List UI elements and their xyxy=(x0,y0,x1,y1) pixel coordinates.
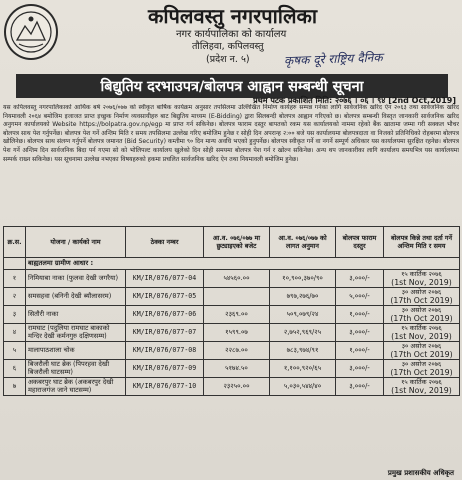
table-row xyxy=(4,324,460,342)
office-location: तौलिहवा, कपिलवस्तु xyxy=(192,41,264,52)
row-contract-no: KM/IR/076/077-05 xyxy=(126,288,204,306)
row-contract-no: KM/IR/076/077-10 xyxy=(126,378,204,396)
deadline-nepali: १५ कार्तिक २०७६ xyxy=(401,324,442,332)
row-sn: ७ xyxy=(4,378,26,396)
deadline-nepali: ३० असोज २०७६ xyxy=(401,306,442,314)
row-deadline xyxy=(384,306,460,324)
row-budget: १५९९.०७ xyxy=(204,324,270,342)
header-budget: आ.व. ०७६/०७७ मा छुट्याइएको बजेट xyxy=(204,227,270,258)
table-row xyxy=(4,342,460,360)
row-cost-estimate: २,७५२,९६९/२५ xyxy=(270,324,336,342)
table-row xyxy=(4,378,460,396)
header-sn: क्र.स. xyxy=(4,227,26,258)
row-project-name: अकबरपुर घाट ब्रेक (अकबरपुर देखी महाराजगंज जाने घाटसम्म) xyxy=(26,378,126,396)
row-contract-no: KM/IR/076/077-04 xyxy=(126,270,204,288)
row-sn: १ xyxy=(4,270,26,288)
deadline-english: (1st Nov, 2019) xyxy=(391,277,452,287)
table-row xyxy=(4,306,460,324)
row-sn: २ xyxy=(4,288,26,306)
row-contract-no: KM/IR/076/077-07 xyxy=(126,324,204,342)
row-project-name: मालापाठशाला चोक xyxy=(26,342,126,360)
header-contract-no: ठेक्का नम्बर xyxy=(126,227,204,258)
nepal-emblem-logo xyxy=(4,4,58,60)
deadline-english: (17th Oct 2019) xyxy=(390,349,453,359)
signature-label: प्रमुख प्रशासकीय अधिकृत xyxy=(387,469,454,477)
row-sn: ६ xyxy=(4,360,26,378)
row-deadline xyxy=(384,288,460,306)
header-deadline: बोलपत्र किन्ने तथा दर्ता गर्ने अन्तिम मिति र समय xyxy=(384,227,460,258)
deadline-english: (17th Oct 2019) xyxy=(390,313,453,323)
row-cost-estimate: १०,९००,३७०/९० xyxy=(270,270,336,288)
row-budget: २२८७.०० xyxy=(204,342,270,360)
row-project-name: रामघाट (पदुलिया रामघाट बाकाको मन्दिर देखी कर्मनगुरु दक्षिणसम्म) xyxy=(26,324,126,342)
deadline-nepali: ३० असोज २०७६ xyxy=(401,342,442,350)
deadline-nepali: १५ कार्तिक २०७६ xyxy=(401,270,442,278)
deadline-english: (17th Oct 2019) xyxy=(390,295,453,305)
table-row xyxy=(4,270,460,288)
table-header-row xyxy=(4,227,460,258)
row-deadline xyxy=(384,360,460,378)
table-row xyxy=(4,360,460,378)
row-form-fee: ३,०००/- xyxy=(336,270,384,288)
row-cost-estimate: ७९७,२७६/७० xyxy=(270,288,336,306)
tender-table xyxy=(3,226,460,396)
row-deadline xyxy=(384,270,460,288)
deadline-english: (1st Nov, 2019) xyxy=(391,331,452,341)
emblem-icon xyxy=(9,10,53,54)
row-form-fee: ३,०००/- xyxy=(336,360,384,378)
row-form-fee: ३,०००/- xyxy=(336,378,384,396)
row-budget: २३२५०.०० xyxy=(204,378,270,396)
row-sn: ५ xyxy=(4,342,26,360)
row-project-name: निमियाबा नाका (फुलवा देखी जगरैया) xyxy=(26,270,126,288)
row-contract-no: KM/IR/076/077-09 xyxy=(126,360,204,378)
row-sn: ३ xyxy=(4,306,26,324)
notice-body: यस कपिलवस्तु नगरपालिकाको आर्थिक बर्ष २०७६/०७७ को स्वीकृत बार्षिक कार्यक्रम अनुसार तपसिलमा उल्लिखित निर्माण कार्यहरु सम्पन्न गर्नका लागि सार्वजनिक खरिद ऐन २०६३ तथा सार्वजनिक खरिद नियमावली २०६४ बमोजिम इजाजत प्राप्त इच्छुक निर्माण व्यवसायीहरु बाट बिद्युतिय माध्यम (E-Bidding) द्वारा सिलबन्दी बोलपत्र आह्वान गरिएको छ। बोलपत्र सम्बन्धी विस्तृत जानकारी सार्वजनिक खरिद अनुगमन कार्यालयको Website https://bolpatra.gov.np/egp मा प्राप्त गर्न सकिनेछ। बोलपत्र फाराम दस्तुर बापतको रकम यस कार्यालयको नाममा रहेको बैंक खातामा जम्मा गरी सक्कल भौचर बोलपत्र साथ पेश गर्नुपर्नेछ। बोलपत्र पेश गर्ने अन्तिम मिति र समय तपसिलमा उल्लेख गरिए बमोजिम हुनेछ र सोही दिन अपरान्ह २:०० बजे यस कार्यालयमा बोलपत्रदाता वा निजको प्रतिनिधिको रोहबरमा बोलपत्र खोलिनेछ। बोलपत्र साथ संलग्न गर्नुपर्ने बोलपत्र जमानत (Bid Security) कम्तीमा ९० दिन मान्य अवधि भएको हुनुपर्नेछ। बोलपत्र स्वीकृत गर्ने वा नगर्ने सम्पूर्ण अधिकार यस कार्यालयमा सुरक्षित रहनेछ। बोलपत्र पेश गर्ने अन्तिम दिन सार्वजनिक बिदा पर्न गएमा सो को भोलिपल्ट कार्यालय खुलेको दिन सोही समयमा बोलपत्र पेश गर्न र खोल्न सकिनेछ। अन्य थप जानकारीका लागि कार्यालय समयभित्र यस कार्यालयमा सम्पर्क राख्न सकिनेछ। यस सूचनामा उल्लेख नभएका विषयहरुको हकमा प्रचलित सार्वजनिक खरिद ऐन तथा नियमावली बमोजिम हुनेछ। xyxy=(3,104,459,163)
row-deadline xyxy=(384,378,460,396)
row-budget xyxy=(204,288,270,306)
row-form-fee: ३,०००/- xyxy=(336,324,384,342)
section-row xyxy=(4,258,460,270)
deadline-nepali: ३० असोज २०७६ xyxy=(401,288,442,296)
deadline-nepali: १५ कार्तिक २०७६ xyxy=(401,378,442,386)
office-name: कपिलवस्तु नगरपालिका xyxy=(148,4,318,28)
row-deadline xyxy=(384,324,460,342)
section-label: बाह्यतलमा ग्रामीण आधार : xyxy=(26,258,460,270)
row-cost-estimate: १,१००,९२०/६५ xyxy=(270,360,336,378)
deadline-english: (17th Oct 2019) xyxy=(390,367,453,377)
row-cost-estimate: ५०९,०७९/२४ xyxy=(270,306,336,324)
header-project-name: योजना / कार्यको नाम xyxy=(26,227,126,258)
row-project-name: सितौरी नाका xyxy=(26,306,126,324)
office-subtitle: नगर कार्यपालिका को कार्यालय xyxy=(176,29,287,40)
table-row xyxy=(4,288,460,306)
row-form-fee: १,०००/- xyxy=(336,342,384,360)
row-cost-estimate: ५,०३०,५४४/४० xyxy=(270,378,336,396)
header-form-fee: बोलपत्र फाराम दस्तुर xyxy=(336,227,384,258)
row-budget: ५४५६०.०० xyxy=(204,270,270,288)
row-deadline xyxy=(384,342,460,360)
row-project-name: बिजरौली घाट ब्रेक (पिपरहवा देखी बिजरौली घाटसम्म) xyxy=(26,360,126,378)
row-budget: २३६९.०० xyxy=(204,306,270,324)
row-cost-estimate: ७८३,९७४/९१ xyxy=(270,342,336,360)
row-sn: ४ xyxy=(4,324,26,342)
row-project-name: समसहवा (बनिनी देखी ब्यौलासरम) xyxy=(26,288,126,306)
notice-title: बिद्युतिय दरभाउपत्र/बोलपत्र आह्वान सम्बन्धी सूचना xyxy=(100,79,364,95)
row-budget: ५१७४.५० xyxy=(204,360,270,378)
row-form-fee: १,०००/- xyxy=(336,306,384,324)
row-form-fee: ५,०००/- xyxy=(336,288,384,306)
handwritten-note: कृषक दूरे राष्ट्रिय दैनिक xyxy=(283,50,383,68)
deadline-nepali: ३० असोज २०७६ xyxy=(401,360,442,368)
publication-date: प्रथम पटक प्रकाशित मिति: २०७६ । ०६ । ९४ [2nd Oct,2019] xyxy=(253,96,456,105)
header-cost-estimate: आ.व. ०७६/०७७ को लागत अनुमान xyxy=(270,227,336,258)
row-contract-no: KM/IR/076/077-08 xyxy=(126,342,204,360)
deadline-english: (1st Nov, 2019) xyxy=(391,385,452,395)
province-label: (प्रदेश न. ५) xyxy=(206,54,250,65)
row-contract-no: KM/IR/076/077-06 xyxy=(126,306,204,324)
